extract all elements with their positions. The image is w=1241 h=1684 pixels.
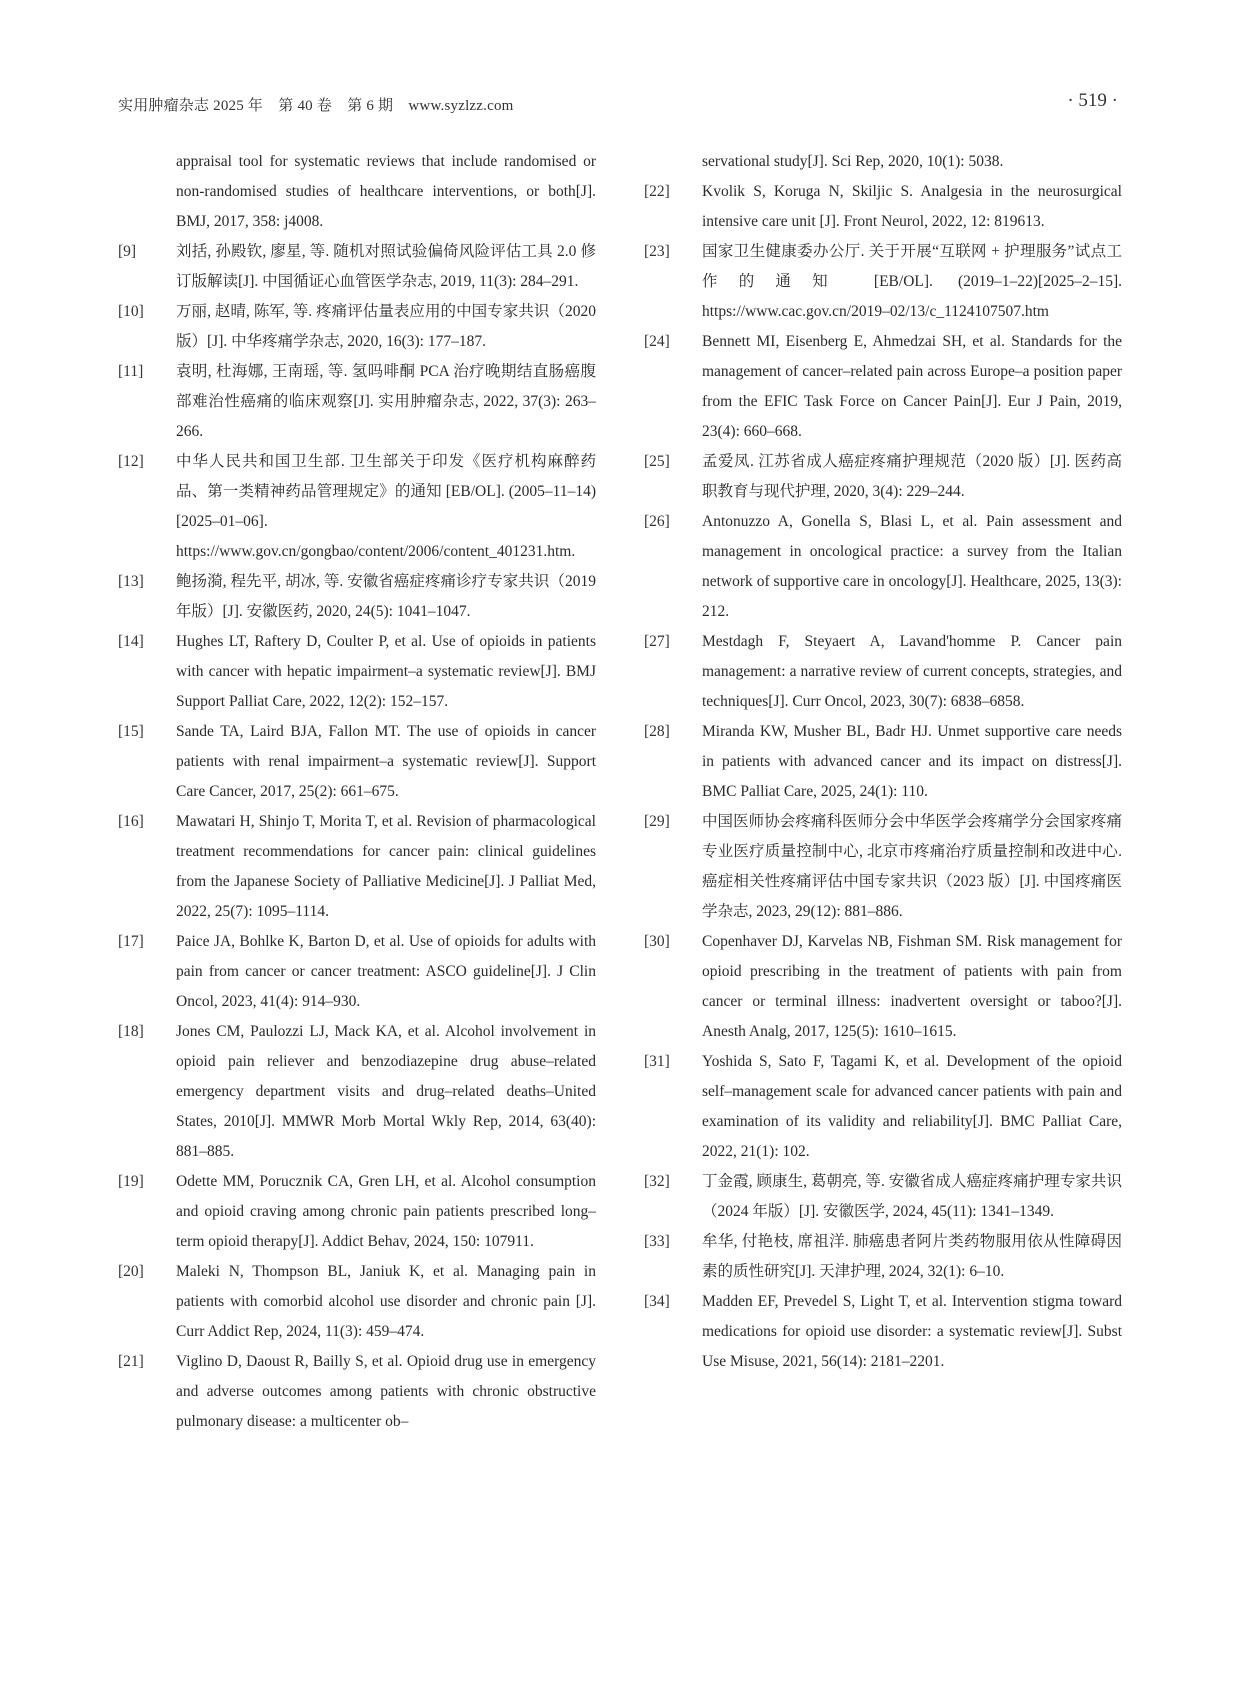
- reference-column-left: [118, 147, 596, 1437]
- reference-entry: [644, 807, 1122, 927]
- reference-entry: [644, 1047, 1122, 1167]
- reference-text: Antonuzzo A, Gonella S, Blasi L, et al. Pain assessment and management in oncological practice: a survey from the Italian network of supportive care in oncology[J]. Healthcare, 2025, 13(3): 212.: [702, 513, 1122, 620]
- reference-entry: [118, 357, 596, 447]
- reference-text: Madden EF, Prevedel S, Light T, et al. Intervention stigma toward medications for opioid use disorder: a systematic review[J]. Subst Use Misuse, 2021, 56(14): 2181–2201.: [702, 1293, 1122, 1370]
- reference-entry: [118, 1257, 596, 1347]
- reference-text: Sande TA, Laird BJA, Fallon MT. The use of opioids in cancer patients with renal impairment–a systematic review[J]. Support Care Cancer, 2017, 25(2): 661–675.: [176, 723, 596, 800]
- reference-text: 鲍扬漪, 程先平, 胡冰, 等. 安徽省癌症疼痛诊疗专家共识（2019 年版）[J]. 安徽医药, 2020, 24(5): 1041–1047.: [176, 573, 596, 620]
- reference-number: [19]: [118, 1173, 144, 1190]
- reference-entry: [644, 1287, 1122, 1377]
- reference-number: [18]: [118, 1023, 144, 1040]
- reference-text: Miranda KW, Musher BL, Badr HJ. Unmet supportive care needs in patients with advanced cancer and its impact on distress[J]. BMC Palliat Care, 2025, 24(1): 110.: [702, 723, 1122, 800]
- reference-text: 国家卫生健康委办公厅. 关于开展“互联网 + 护理服务”试点工作的通知 [EB/OL]. (2019–1–22)[2025–2–15]. https://www.cac.gov.cn/2019–02/13/c_1124107507.htm: [702, 243, 1122, 320]
- reference-number: [12]: [118, 453, 144, 470]
- reference-number: [28]: [644, 723, 670, 740]
- reference-number: [30]: [644, 933, 670, 950]
- reference-number: [16]: [118, 813, 144, 830]
- reference-entry: [644, 717, 1122, 807]
- reference-entry: [644, 237, 1122, 327]
- reference-text: Maleki N, Thompson BL, Janiuk K, et al. Managing pain in patients with comorbid alcohol use disorder and chronic pain [J]. Curr Addict Rep, 2024, 11(3): 459–474.: [176, 1263, 596, 1340]
- reference-number: [15]: [118, 723, 144, 740]
- reference-entry: [118, 627, 596, 717]
- reference-text: Copenhaver DJ, Karvelas NB, Fishman SM. Risk management for opioid prescribing in the treatment of patients with pain from cancer or terminal illness: inadvertent oversight or taboo?[J]. Anesth Analg, 2017, 125(5): 1610–1615.: [702, 933, 1122, 1040]
- reference-number: [22]: [644, 183, 670, 200]
- reference-entry: [644, 147, 1122, 177]
- reference-entry: [118, 1017, 596, 1167]
- reference-text: appraisal tool for systematic reviews that include randomised or non-randomised studies of healthcare interventions, or both[J]. BMJ, 2017, 358: j4008.: [176, 153, 596, 230]
- reference-entry: [644, 447, 1122, 507]
- reference-text: Jones CM, Paulozzi LJ, Mack KA, et al. Alcohol involvement in opioid pain reliever and benzodiazepine drug abuse–related emergency department visits and drug–related deaths–United States, 2010[J]. MMWR Morb Mortal Wkly Rep, 2014, 63(40): 881–885.: [176, 1023, 596, 1160]
- reference-text: 万丽, 赵晴, 陈军, 等. 疼痛评估量表应用的中国专家共识（2020 版）[J]. 中华疼痛学杂志, 2020, 16(3): 177–187.: [176, 303, 596, 350]
- reference-entry: [644, 627, 1122, 717]
- reference-text: 中华人民共和国卫生部. 卫生部关于印发《医疗机构麻醉药品、第一类精神药品管理规定》的通知 [EB/OL]. (2005–11–14)[2025–01–06]. https://www.gov.cn/gongbao/content/2006/content_401231.htm.: [176, 453, 596, 560]
- reference-number: [20]: [118, 1263, 144, 1280]
- reference-entry: [118, 1347, 596, 1437]
- reference-number: [21]: [118, 1353, 144, 1370]
- reference-text: 袁明, 杜海娜, 王南瑶, 等. 氢吗啡酮 PCA 治疗晚期结直肠癌腹部难治性癌痛的临床观察[J]. 实用肿瘤杂志, 2022, 37(3): 263–266.: [176, 363, 596, 440]
- reference-number: [26]: [644, 513, 670, 530]
- reference-number: [11]: [118, 363, 144, 380]
- reference-text: Odette MM, Porucznik CA, Gren LH, et al. Alcohol consumption and opioid craving among chronic pain patients prescribed long–term opioid therapy[J]. Addict Behav, 2024, 150: 107911.: [176, 1173, 596, 1250]
- reference-text: Kvolik S, Koruga N, Skiljic S. Analgesia in the neurosurgical intensive care unit [J]. Front Neurol, 2022, 12: 819613.: [702, 183, 1122, 230]
- reference-text: Yoshida S, Sato F, Tagami K, et al. Development of the opioid self–management scale for advanced cancer patients with pain and examination of its validity and reliability[J]. BMC Palliat Care, 2022, 21(1): 102.: [702, 1053, 1122, 1160]
- reference-entry: [118, 807, 596, 927]
- reference-entry: [118, 297, 596, 357]
- journal-header: 实用肿瘤杂志 2025 年 第 40 卷 第 6 期 www.syzlzz.com: [118, 98, 514, 114]
- reference-number: [24]: [644, 333, 670, 350]
- reference-entry: [644, 1227, 1122, 1287]
- reference-number: [27]: [644, 633, 670, 650]
- reference-entry: [118, 717, 596, 807]
- reference-number: [13]: [118, 573, 144, 590]
- reference-text: 刘括, 孙殿钦, 廖星, 等. 随机对照试验偏倚风险评估工具 2.0 修订版解读[J]. 中国循证心血管医学杂志, 2019, 11(3): 284–291.: [176, 243, 596, 290]
- reference-number: [17]: [118, 933, 144, 950]
- page-number: · 519 ·: [1067, 90, 1118, 111]
- reference-number: [9]: [118, 243, 137, 260]
- reference-number: [32]: [644, 1173, 670, 1190]
- reference-entry: [118, 237, 596, 297]
- reference-text: 牟华, 付艳枝, 席祖洋. 肺癌患者阿片类药物服用依从性障碍因素的质性研究[J]. 天津护理, 2024, 32(1): 6–10.: [702, 1233, 1122, 1280]
- reference-column-right: [644, 147, 1122, 1377]
- reference-text: Viglino D, Daoust R, Bailly S, et al. Opioid drug use in emergency and adverse outcomes among patients with chronic obstructive pulmonary disease: a multicenter ob–: [176, 1353, 596, 1430]
- reference-number: [29]: [644, 813, 670, 830]
- reference-number: [31]: [644, 1053, 670, 1070]
- reference-text: 丁金霞, 顾康生, 葛朝亮, 等. 安徽省成人癌症疼痛护理专家共识（2024 年版）[J]. 安徽医学, 2024, 45(11): 1341–1349.: [702, 1173, 1122, 1220]
- reference-number: [10]: [118, 303, 144, 320]
- reference-entry: [118, 447, 596, 567]
- reference-entry: [118, 927, 596, 1017]
- reference-entry: [644, 927, 1122, 1047]
- reference-entry: [118, 567, 596, 627]
- reference-entry: [644, 507, 1122, 627]
- reference-number: [14]: [118, 633, 144, 650]
- reference-text: Bennett MI, Eisenberg E, Ahmedzai SH, et al. Standards for the management of cancer–related pain across Europe–a position paper from the EFIC Task Force on Cancer Pain[J]. Eur J Pain, 2019, 23(4): 660–668.: [702, 333, 1122, 440]
- reference-number: [34]: [644, 1293, 670, 1310]
- reference-number: [23]: [644, 243, 670, 260]
- reference-text: 中国医师协会疼痛科医师分会中华医学会疼痛学分会国家疼痛专业医疗质量控制中心, 北京市疼痛治疗质量控制和改进中心. 癌症相关性疼痛评估中国专家共识（2023 版）[J]. 中国疼痛医学杂志, 2023, 29(12): 881–886.: [702, 813, 1122, 920]
- reference-entry: [118, 147, 596, 237]
- reference-text: servational study[J]. Sci Rep, 2020, 10(1): 5038.: [702, 153, 1004, 170]
- running-header: [118, 90, 1118, 120]
- reference-entry: [644, 327, 1122, 447]
- reference-text: Mawatari H, Shinjo T, Morita T, et al. Revision of pharmacological treatment recommendations for cancer pain: clinical guidelines from the Japanese Society of Palliative Medicine[J]. J Palliat Med, 2022, 25(7): 1095–1114.: [176, 813, 596, 920]
- reference-entry: [118, 1167, 596, 1257]
- reference-text: 孟爱凤. 江苏省成人癌症疼痛护理规范（2020 版）[J]. 医药高职教育与现代护理, 2020, 3(4): 229–244.: [702, 453, 1122, 500]
- reference-text: Mestdagh F, Steyaert A, Lavand'homme P. Cancer pain management: a narrative review of current concepts, strategies, and techniques[J]. Curr Oncol, 2023, 30(7): 6838–6858.: [702, 633, 1122, 710]
- reference-number: [25]: [644, 453, 670, 470]
- reference-text: Paice JA, Bohlke K, Barton D, et al. Use of opioids for adults with pain from cancer or cancer treatment: ASCO guideline[J]. J Clin Oncol, 2023, 41(4): 914–930.: [176, 933, 596, 1010]
- reference-entry: [644, 177, 1122, 237]
- reference-number: [33]: [644, 1233, 670, 1250]
- reference-entry: [644, 1167, 1122, 1227]
- reference-text: Hughes LT, Raftery D, Coulter P, et al. Use of opioids in patients with cancer with hepatic impairment–a systematic review[J]. BMJ Support Palliat Care, 2022, 12(2): 152–157.: [176, 633, 596, 710]
